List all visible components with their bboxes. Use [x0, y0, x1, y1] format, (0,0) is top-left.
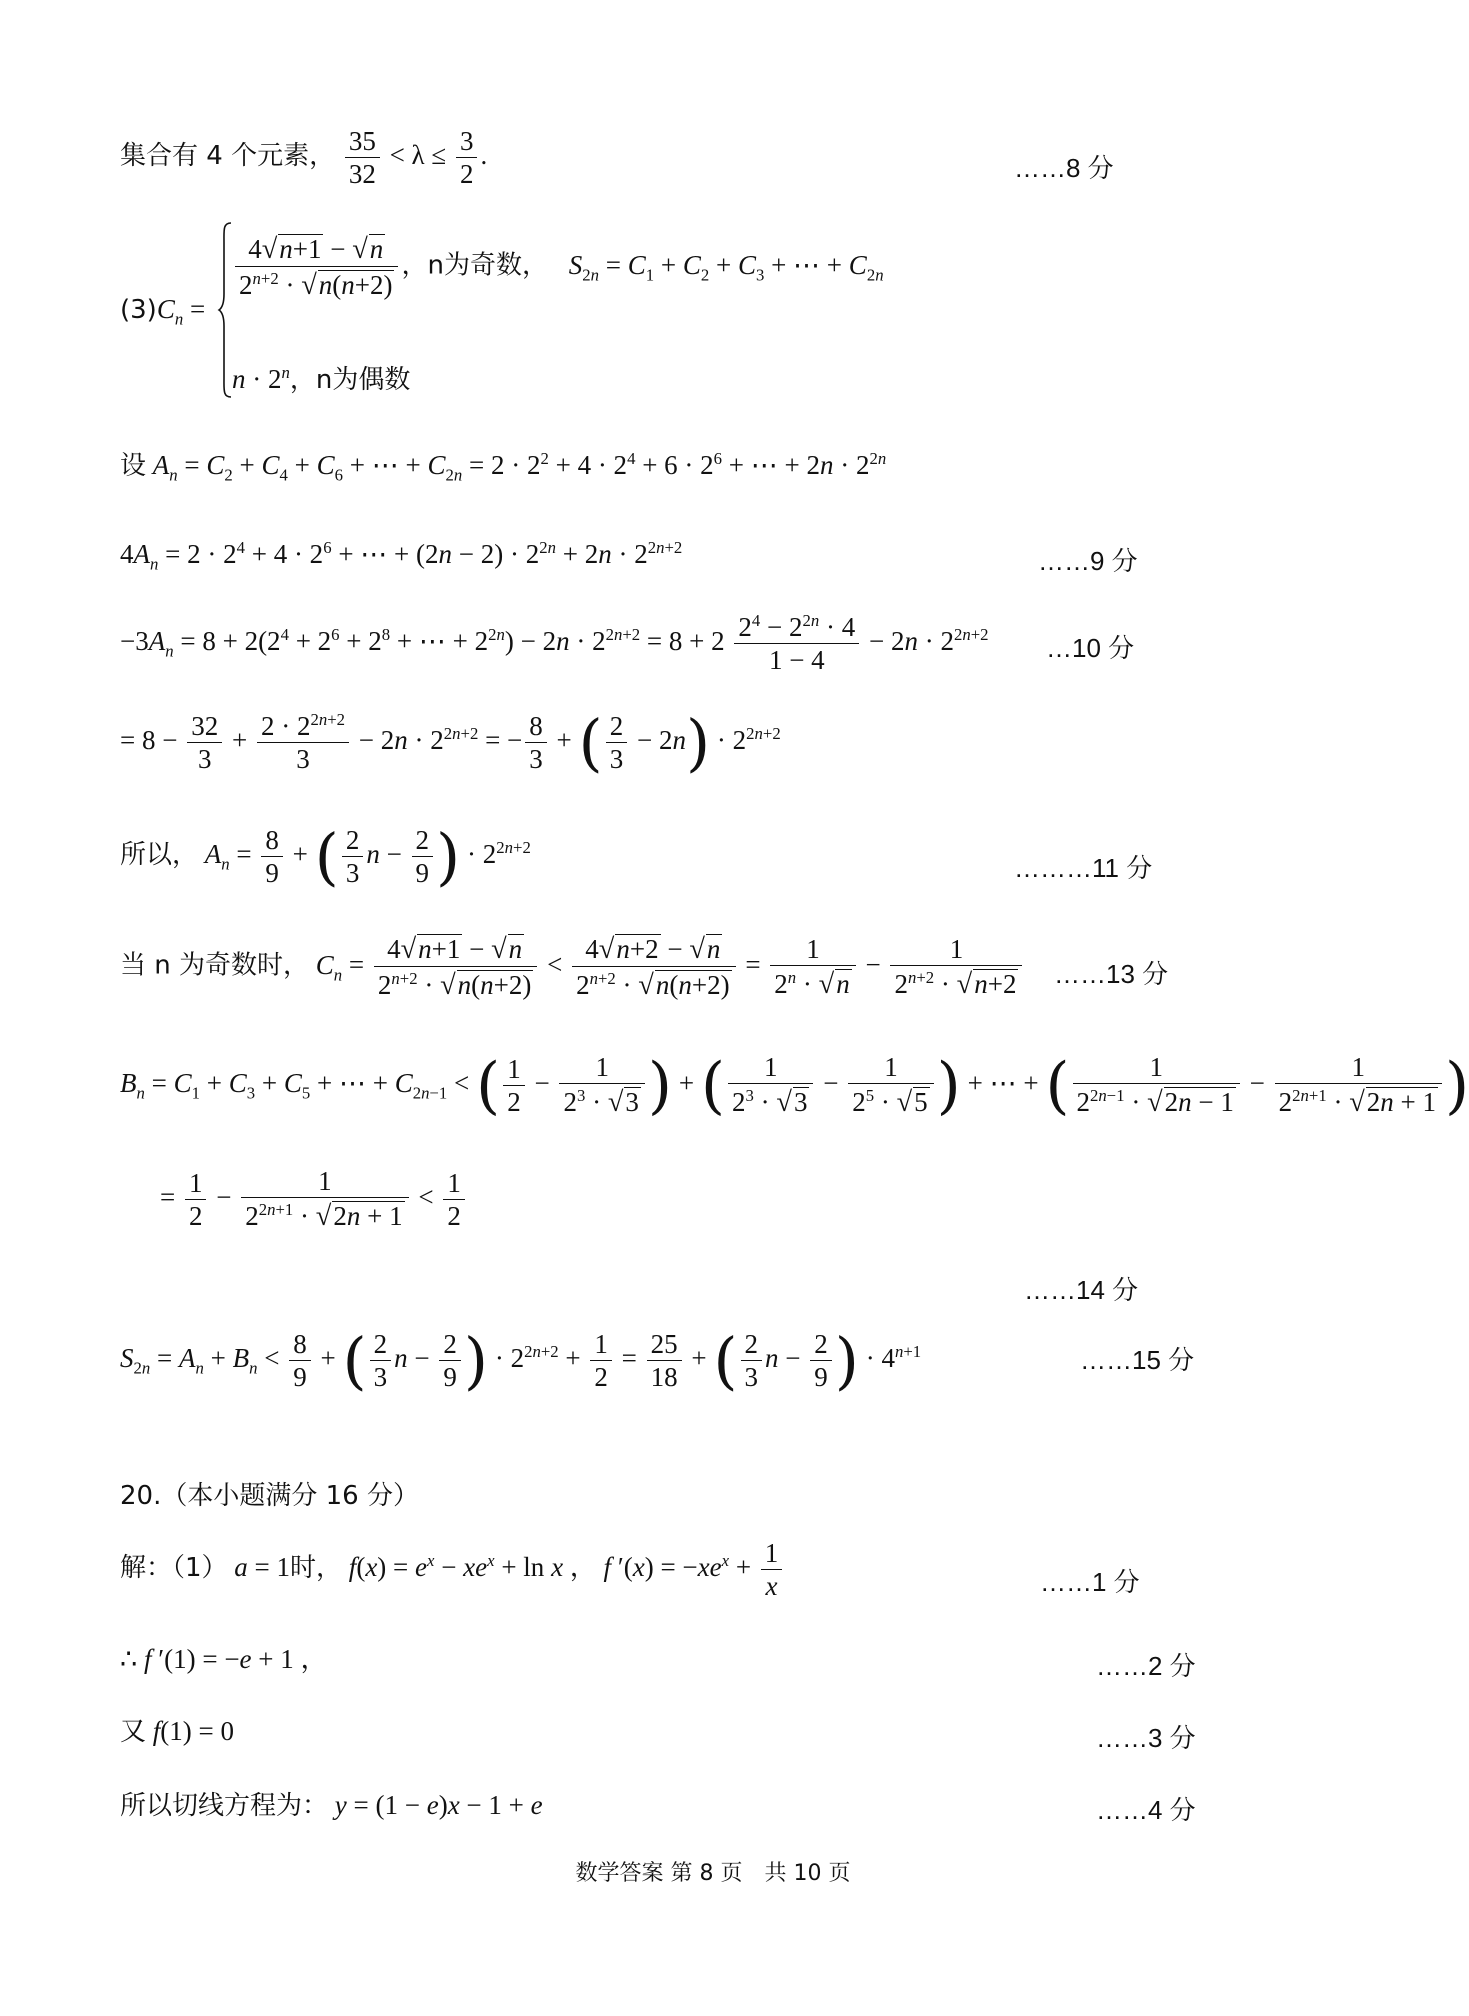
line-an-result: 所以， $A_n$ = $\frac{8}{9}$ + ( $\frac{2}{3}$ n − $\frac{2}{9}$ ) · $2^{2n+2}$ [120, 820, 531, 893]
line-odd-bound: 当 n 为奇数时， $C_n$ = $\frac{4√n+1 - √n}{2^{n+2} \cdot √n(n+2)}$ < $\frac{4√n+2 - √n}{2^{n+2} \cdot √n(n+2)}$ = $\frac{1}{2^n \cdot √n}$ − $\frac{1}{2^{n+2} \cdot √n+2}$ [120, 934, 1025, 1001]
when-odd-text: 当 n 为奇数时， [120, 950, 310, 981]
part3-label: (3) [120, 295, 157, 325]
score-3: ……3 分 [1096, 1723, 1196, 1753]
piecewise-brace [218, 222, 232, 398]
line-fprime1: ∴ f ′(1) = −e + 1 ， [120, 1644, 328, 1674]
line-s2n-result: $S_{2n} = A_n + B_n$ < $\frac{8}{9}$ + ( $\frac{2}{3}$ n − $\frac{2}{9}$ ) · $2^{2n+2}$ + $\frac{1}{2}$ = $\frac{25}{18}$ + ( $\frac{2}{3}$ n − $\frac{2}{9}$ ) · $4^{n+1}$ [120, 1324, 922, 1397]
tangent-text: 所以切线方程为： [120, 1791, 329, 1821]
line-minus3an: $-3A_n = 8 + 2(2^4 + 2^6 + 2^8$ + ⋯ + $2^{2n}) - 2n \cdot 2^{2n+2} = 8 + 2$ $\frac{2^4 - 2^{2n} \cdot 4}{1 - 4}$ − $2n \cdot 2^{2n+2}$ [120, 611, 989, 675]
line-bn-result: = $\frac{1}{2}$ − $\frac{1}{2^{2n+1} \cdot √2n + 1}$ < $\frac{1}{2}$ [160, 1168, 468, 1231]
score-4: ……4 分 [1096, 1795, 1196, 1825]
score-9: ……9 分 [1038, 546, 1138, 576]
score-1: ……1 分 [1040, 1567, 1140, 1597]
line-f1: 又 f(1) = 0 [120, 1716, 234, 1747]
page-footer: 数学答案 第 8 页 共 10 页 [575, 1861, 851, 1886]
score-10: …10 分 [1046, 633, 1135, 663]
line-q20-part1: 解：（1） a = 1时， $f(x) = e^x - xe^x + \ln x$ ， f $'(x) = -xe^x$ + $\frac{1}{x}$ [120, 1540, 785, 1600]
score-15: ……15 分 [1080, 1345, 1195, 1375]
line-part3-label: $(3)C_n$ = [120, 294, 206, 329]
line-simplify: = 8 − $\frac{32}{3}$ + $\frac{2 \cdot 2^{2n+2}}{3}$ − $2n \cdot 2^{2n+2}$ = − $\frac{8}{3}$ + ( $\frac{2}{3}$ − $2n) \cdot 2^{2n+2}$ [120, 706, 781, 779]
line-set-elements: 集合有 4 个元素， $\frac{35}{32}$ < λ ≤ $\frac{3}{2}$ . [120, 126, 488, 189]
score-14: ……14 分 [1024, 1275, 1139, 1305]
q20-title-text: 20.（本小题满分 16 分） [120, 1481, 419, 1511]
score-2: ……2 分 [1096, 1651, 1196, 1681]
when-a1-text: 时， [290, 1553, 343, 1584]
score-11: ………11 分 [1014, 853, 1153, 883]
line-tangent: 所以切线方程为： y = (1 − e)x − 1 + e [120, 1790, 543, 1821]
line-let-an: 设 $A_n = C_2 + C_4 + C_6$ + ⋯ + $C_{2n} = 2 \cdot 2^2 + 4 \cdot 2^4 + 6 \cdot 2^6$ + ⋯ + $2n \cdot 2^{2n}$ [120, 449, 887, 485]
also-text: 又 [120, 1717, 147, 1747]
text-set-elements: 集合有 4 个元素， [120, 141, 336, 172]
let-text: 设 [120, 451, 147, 481]
so-text: 所以， [120, 840, 199, 871]
sol1-text: 解：（1） [120, 1553, 228, 1584]
q20-title [120, 1482, 419, 1509]
line-bn-sum: $B_n = C_1 + C_3 + C_5$ + ⋯ + $C_{2n-1}$ < ( $\frac{1}{2}$ − $\frac{1}{2^3 \cdot √3}$ ) + ( $\frac{1}{2^3 \cdot √3}$ − $\frac{1}{2^5 \cdot √5}$ ) + ⋯ + ( $\frac{1}{2^{2n-1} \cdot √2n - 1}$ − $\frac{1}{2^{2n+1} \cdot √2n + 1}$ ) [120, 1048, 1469, 1122]
line-even-case: $n \cdot 2^n$，n为偶数 [232, 363, 411, 395]
score-13: ……13 分 [1054, 959, 1169, 989]
line-odd-case: $\frac{4√n+1 - √n}{2^{n+2} \cdot √n(n+2)}$ ，n为奇数， $S_{2n} = C_1 + C_2 + C_3$ + ⋯ + $C_{2n}$ [232, 234, 884, 301]
line-4an: $4A_n = 2 \cdot 2^4 + 4 \cdot 2^6$ + ⋯ + $(2n - 2) \cdot 2^{2n} + 2n \cdot 2^{2n+2}$ [120, 538, 683, 574]
even-case-text: ，n为偶数 [289, 365, 411, 395]
score-8: ……8 分 [1014, 153, 1114, 183]
odd-case-text: ，n为奇数， [401, 250, 548, 281]
